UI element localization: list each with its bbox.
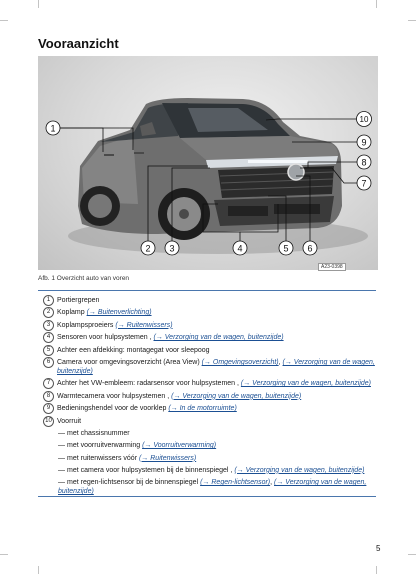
legend-list <box>38 296 378 499</box>
callout-2 <box>141 241 155 255</box>
svg-text:1: 1 <box>50 123 56 134</box>
legend-item <box>38 333 378 342</box>
figure-code: A23-0398 <box>318 263 346 271</box>
svg-text:7: 7 <box>361 178 367 189</box>
callout-9 <box>357 135 371 149</box>
item-number-badge: 10 <box>43 416 54 427</box>
page-title: Vooraanzicht <box>38 36 119 51</box>
subitem-text: met chassisnummer <box>67 429 130 437</box>
item-number-badge: 8 <box>43 391 54 402</box>
legend-item <box>38 404 378 413</box>
item-text: Koplamp <box>57 309 87 317</box>
svg-text:6: 6 <box>307 243 313 254</box>
cross-reference-link[interactable]: (→ Verzorging van de wagen, buitenzijde) <box>153 334 284 342</box>
dash-bullet: — <box>58 454 65 462</box>
crop-mark <box>408 554 416 555</box>
item-text: Warmtecamera voor hulpsystemen , <box>57 392 172 400</box>
item-text: Voorruit <box>57 417 82 425</box>
cross-reference-link[interactable]: (→ Ruitenwissers) <box>138 454 197 462</box>
callout-5 <box>279 241 293 255</box>
item-number-badge: 5 <box>43 345 54 356</box>
suv-front-view <box>38 56 378 270</box>
item-text: Sensoren voor hulpsystemen , <box>57 334 154 342</box>
crop-mark <box>376 0 377 8</box>
subitem-text: met camera voor hulpsystemen bij de binnenspiegel , <box>67 466 235 474</box>
item-text: Koplampsproeiers <box>57 321 116 329</box>
cross-reference-link[interactable]: (→ In de motorruimte) <box>168 405 237 413</box>
legend-item <box>38 417 378 426</box>
dash-bullet: — <box>58 479 65 487</box>
cross-reference-link[interactable]: (→ Verzorging van de wagen, buitenzijde) <box>58 479 367 496</box>
item-number-badge: 9 <box>43 403 54 414</box>
item-text: Camera voor omgevingsoverzicht (Area View) <box>57 358 202 366</box>
callout-10 <box>357 112 372 127</box>
cross-reference-link[interactable]: (→ Regen-lichtsensor) <box>200 479 271 487</box>
subitem-text: met regen-lichtsensor bij de binnenspiegel <box>67 479 201 487</box>
legend-subitem <box>38 429 378 438</box>
cross-reference-link[interactable]: (→ Verzorging van de wagen, buitenzijde) <box>234 466 365 474</box>
legend-subitem: — met regen-lichtsensor bij de binnenspiegel (→ Regen-lichtsensor), (→ Verzorging van de wagen, buitenzijde) <box>58 479 367 496</box>
figure-caption: Afb. 1 Overzicht auto van voren <box>38 275 130 282</box>
item-number-badge: 1 <box>43 295 54 306</box>
item-text: Bedieningshendel voor de voorklep <box>57 405 169 413</box>
legend-item <box>38 392 378 401</box>
cross-reference-link[interactable]: (→ Buitenverlichting) <box>86 309 152 317</box>
callout-1 <box>46 121 60 135</box>
cross-reference-link[interactable]: (→ Verzorging van de wagen, buitenzijde) <box>57 358 375 375</box>
item-text: Achter het VW-embleem: radarsensor voor hulpsystemen , <box>57 380 241 388</box>
cross-reference-link[interactable]: (→ Verzorging van de wagen, buitenzijde) <box>240 380 371 388</box>
dash-bullet: — <box>58 429 65 437</box>
cross-reference-link[interactable]: (→ Ruitenwissers) <box>115 321 173 329</box>
callout-8 <box>357 155 371 169</box>
item-text: Achter een afdekking: montagegat voor sleepoog <box>57 346 210 354</box>
cross-reference-link[interactable]: (→ Omgevingsoverzicht) <box>201 358 279 366</box>
divider <box>38 496 376 497</box>
legend-item <box>38 321 378 330</box>
crop-mark <box>38 0 39 8</box>
legend-item <box>38 296 378 305</box>
legend-subitem <box>38 454 378 463</box>
svg-text:3: 3 <box>169 243 175 254</box>
callout-7 <box>357 176 371 190</box>
item-number-badge: 3 <box>43 320 54 331</box>
divider <box>38 290 376 291</box>
svg-text:5: 5 <box>283 243 289 254</box>
crop-mark <box>376 566 377 574</box>
svg-text:4: 4 <box>237 243 243 254</box>
legend-item <box>38 308 378 317</box>
item-text: Portiergrepen <box>57 297 100 304</box>
item-number-badge: 7 <box>43 378 54 389</box>
callout-3 <box>165 241 179 255</box>
svg-text:8: 8 <box>361 157 367 168</box>
cross-reference-link[interactable]: (→ Verzorging van de wagen, buitenzijde) <box>171 392 302 400</box>
legend-item <box>38 346 378 355</box>
dash-bullet: — <box>58 442 65 450</box>
legend-item <box>38 379 378 388</box>
svg-text:2: 2 <box>145 243 151 254</box>
item-number-badge: 6 <box>43 357 54 368</box>
legend-subitem <box>38 466 378 475</box>
car-illustration <box>38 56 378 270</box>
crop-mark <box>0 554 8 555</box>
subitem-text: met ruitenwissers vóór <box>67 454 139 462</box>
item-number-badge: 2 <box>43 307 54 318</box>
subitem-text: met voorruitverwarming <box>67 442 143 450</box>
crop-mark <box>408 20 416 21</box>
svg-text:10: 10 <box>359 115 369 124</box>
crop-mark <box>38 566 39 574</box>
cross-reference-link[interactable]: (→ Voorruitverwarming) <box>142 442 217 450</box>
dash-bullet: — <box>58 466 65 474</box>
crop-mark <box>0 20 8 21</box>
page-number: 5 <box>376 544 381 553</box>
item-number-badge: 4 <box>43 332 54 343</box>
callout-6 <box>303 241 317 255</box>
legend-subitem <box>38 441 378 450</box>
callout-4 <box>233 241 247 255</box>
legend-item: 6 Camera voor omgevingsoverzicht (Area View) (→ Omgevingsoverzicht), (→ Verzorging van de wagen, buitenzijde) <box>38 358 378 376</box>
svg-text:9: 9 <box>361 137 367 148</box>
